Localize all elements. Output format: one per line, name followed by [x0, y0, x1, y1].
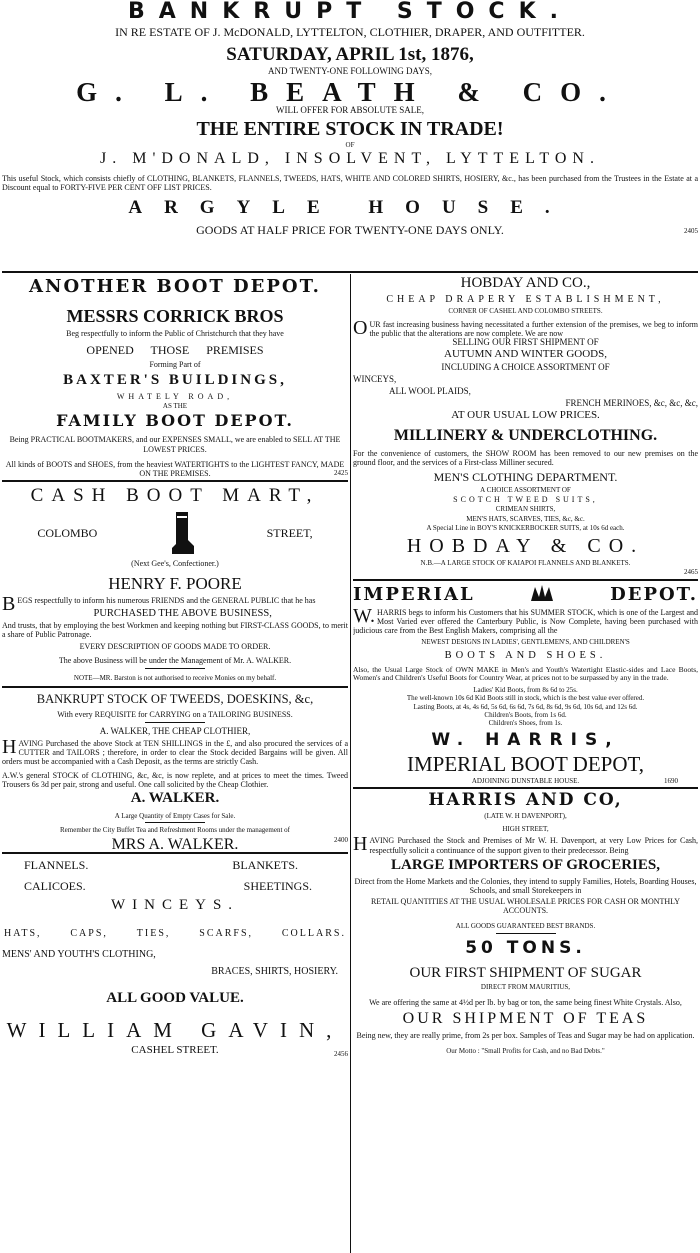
- top-divider: [2, 271, 698, 273]
- hobday-title: HOBDAY AND CO.,: [460, 275, 591, 291]
- divider-r1: [353, 579, 698, 581]
- divider-1: [2, 480, 348, 482]
- childrens-shoes: Children's Shoes, from 1s.: [488, 719, 563, 728]
- corrick-ad: [2, 278, 348, 477]
- cheap-clothier: A. WALKER, THE CHEAP CLOTHIER,: [99, 725, 251, 736]
- family-boot-depot: FAMILY BOOT DEPOT.: [56, 410, 294, 430]
- scarfs: SCARFS,: [199, 927, 254, 939]
- following-days: AND TWENTY-ONE FOLLOWING DAYS,: [268, 65, 432, 76]
- left-column: [2, 274, 348, 1253]
- w-harris: W. HARRIS,: [431, 729, 620, 750]
- high-street: HIGH STREET,: [502, 825, 549, 834]
- henry-poore: HENRY F. POORE: [108, 573, 242, 593]
- collars: COLLARS.: [281, 927, 346, 939]
- guaranteed: ALL GOODS GUARANTEED BEST BRANDS.: [455, 922, 596, 931]
- harris-summer: W.HARRIS begs to inform his Customers that his SUMMER STOCK, which is one of the Largest and Most Varied ever offered the Canterbury Public, is Now Complete, having been purchased with judicious care from the Best English Makers, comprising all the: [353, 604, 698, 636]
- imperial-number: 1690: [664, 776, 678, 785]
- street-word: STREET,: [266, 525, 313, 540]
- usual-low-prices: AT OUR USUAL LOW PRICES.: [451, 409, 600, 422]
- imperial-boot-depot: IMPERIAL BOOT DEPOT,: [406, 751, 645, 776]
- calicoes: CALICOES.: [24, 879, 86, 894]
- offering-same: We are offering the same at 4½d per lb. by bag or ton, the same being finest White Crystals. Also,: [369, 997, 682, 1007]
- crest-icon: [529, 585, 555, 603]
- being-new: Being new, they are really prime, from 2s per box. Samples of Teas and Sugar may be had on application.: [356, 1030, 695, 1040]
- sugar-shipment: OUR FIRST SHIPMENT OF SUGAR: [409, 964, 642, 981]
- choice-assortment: INCLUDING A CHOICE ASSORTMENT OF: [441, 361, 610, 372]
- empty-cases: A Large Quantity of Empty Cases for Sale.: [114, 811, 236, 820]
- mrs-walker: MRS A. WALKER.: [111, 836, 239, 854]
- right-column: [353, 274, 698, 1253]
- blankets: BLANKETS.: [232, 858, 298, 873]
- walker-management: The above Business will be under the Management of Mr. A. WALKER.: [58, 656, 292, 666]
- depot-word: DEPOT.: [610, 583, 698, 605]
- purchased-business: PURCHASED THE ABOVE BUSINESS,: [93, 607, 272, 619]
- knickerbocker: A Special Line in BOY'S KNICKERBOCKER SUITS, at 10s 6d each.: [426, 524, 625, 533]
- own-make: Also, the Usual Large Stock of OWN MAKE in Men's and Youth's Watertight Elastic-sides and Lace Boots, Women's and Children's Useful Boots for Country Wear, at prices not to be surpassed by any in the trade.: [353, 664, 698, 683]
- half-price-line: GOODS AT HALF PRICE FOR TWENTY-ONE DAYS ONLY.: [196, 223, 504, 238]
- lasting-boots: Lasting Boots, at 4s, 4s 6d, 5s 6d, 6s 6d, 7s 6d, 8s 6d, 9s 6d, 10s 6d, and 12s 6d.: [413, 702, 638, 711]
- baxters-buildings: BAXTER'S BUILDINGS,: [63, 372, 287, 389]
- show-room: For the convenience of customers, the SHOW ROOM has been removed to our new premises on the ground floor, and the services of a First-class Milliner secured.: [353, 448, 698, 467]
- entire-stock: THE ENTIRE STOCK IN TRADE!: [196, 117, 504, 140]
- scotch-tweed: SCOTCH TWEED SUITS,: [453, 495, 598, 505]
- opened-premises: OPENED THOSE PREMISES: [86, 343, 264, 358]
- firm-name: G. L. BEATH & CO.: [76, 77, 624, 108]
- direct-home: Direct from the Home Markets and the Colonies, they intend to supply Families, Hotels, Boarding Houses, Schools, and small Storekeepers in: [354, 876, 697, 895]
- corner-streets: CORNER OF CASHEL AND COLOMBO STREETS.: [448, 307, 603, 316]
- walker-ad: [2, 692, 348, 854]
- retail-quantities: RETAIL QUANTITIES AT THE USUAL WHOLESALE PRICES FOR CASH OR MONTHLY ACCOUNTS.: [370, 896, 681, 916]
- imperial-word: IMPERIAL: [353, 583, 475, 605]
- tea-shipment: OUR SHIPMENT OF TEAS: [402, 1009, 649, 1027]
- well-known: The well-known 10s 6d Kid Boots still in stock, which is the best value ever offered.: [406, 694, 645, 703]
- tweeds-doeskins: BANKRUPT STOCK OF TWEEDS, DOESKINS, &c,: [36, 692, 314, 707]
- walker-name: A. WALKER.: [130, 789, 220, 806]
- ad-number: 2405: [684, 226, 698, 235]
- boot-icon: [168, 510, 196, 556]
- corrick-beg: Beg respectfully to inform the Public of Christchurch that they have: [66, 328, 284, 338]
- hobday-name: HOBDAY & CO.: [406, 535, 645, 558]
- autumn-winter: AUTUMN AND WINTER GOODS,: [444, 348, 607, 361]
- poore-trusts: And trusts, that by employing the best Workmen and keeping nothing but FIRST-CLASS GOODS, to merit a share of Public Patronage.: [2, 620, 348, 639]
- bankrupt-stock-ad: [2, 0, 698, 238]
- motto: Our Motto : "Small Profits for Cash, and no Bad Debts.": [446, 1046, 605, 1055]
- every-description: EVERY DESCRIPTION OF GOODS MADE TO ORDER.: [79, 641, 271, 651]
- walker-general: A.W.'s general STOCK of CLOTHING, &c, &c, is now replete, and at prices to meet the times. Tweed Trousers 6s 3d per pair, strong and useful. One call solicited by the Cheap Clothier.: [2, 770, 348, 789]
- cashel-street: CASHEL STREET.: [131, 1043, 219, 1056]
- mens-hats: MEN'S HATS, SCARVES, TIES, &c, &c.: [466, 514, 585, 523]
- as-the: AS THE: [162, 402, 188, 411]
- divider-2: [2, 686, 348, 688]
- hobday-our: OUR fast increasing business having necessitated a further extension of the premises, we beg to inform the public that the alterations are now complete. We are now: [353, 316, 698, 339]
- cheap-drapery: CHEAP DRAPERY ESTABLISHMENT,: [386, 293, 665, 305]
- all-kinds: All kinds of BOOTS and SHOES, from the heaviest WATERTIGHTS to the LIGHTEST FANCY, MADE ON THE PREMISES.: [5, 459, 345, 478]
- cash-boot-mart: CASH BOOT MART,: [30, 485, 320, 507]
- large-importers: LARGE IMPORTERS OF GROCERIES,: [391, 856, 660, 873]
- harris-co-ad: [353, 789, 698, 1055]
- late-davenport: (LATE W. H DAVENPORT),: [484, 811, 567, 820]
- fifty-tons: 50 TONS.: [465, 937, 586, 958]
- corrick-number: 2425: [334, 469, 348, 478]
- ties: TIES,: [136, 927, 171, 939]
- of-word: OF: [345, 140, 355, 149]
- column-divider: [350, 274, 351, 1253]
- tailoring-business: With every REQUISITE for CARRYING on a TAILORING BUSINESS.: [57, 710, 293, 720]
- insolvent-line: J. M'DONALD, INSOLVENT, LYTTELTON.: [100, 150, 600, 168]
- harris-and-co: HARRIS AND CO,: [428, 789, 623, 810]
- choice-of: A CHOICE ASSORTMENT OF: [480, 485, 571, 494]
- estate-line: IN RE ESTATE OF J. McDONALD, LYTTELTON, CLOTHIER, DRAPER, AND OUTFITTER.: [115, 25, 585, 40]
- stock-description: This useful Stock, which consists chiefly of CLOTHING, BLANKETS, FLANNELS, TWEEDS, HATS, WHITE AND COLORED SHIRTS, HOSIERY, &c., has been purchased from the Trustees in the Estate at a Discount equal to FORTY-FIVE PER CENT OFF LIST PRICES.: [2, 173, 698, 193]
- millinery: MILLINERY & UNDERCLOTHING.: [393, 426, 658, 444]
- whately-road: WHATELY ROAD,: [116, 391, 234, 401]
- absolute-sale: WILL OFFER FOR ABSOLUTE SALE,: [276, 105, 424, 116]
- sheetings: SHEETINGS.: [243, 879, 312, 894]
- childrens-boots: Children's Boots, from 1s 6d.: [484, 711, 567, 720]
- mens-youths: MENS' AND YOUTH'S CLOTHING,: [2, 948, 156, 960]
- next-gees: (Next Gee's, Confectioner.): [131, 559, 219, 569]
- wool-plaids: ALL WOOL PLAIDS,: [389, 386, 471, 397]
- harris-having: HAVING Purchased the Stock and Premises of Mr W. H. Davenport, at very Low Prices for Cash, respectfully solicit a continuance of the support given to their predecessor. Being: [353, 833, 698, 856]
- winceys: WINCEYS.: [110, 897, 240, 914]
- corrick-name: MESSRS CORRICK BROS: [66, 305, 284, 326]
- argyle-house: ARGYLE HOUSE.: [128, 197, 572, 219]
- kaiapoi: N.B.—A LARGE STOCK OF KAIAPOI FLANNELS AND BLANKETS.: [420, 559, 631, 568]
- hobday-winceys: WINCEYS,: [353, 374, 397, 385]
- cash-boot-mart-ad: [2, 486, 348, 682]
- short-rule: [145, 668, 205, 669]
- short-rule-2: [145, 722, 205, 723]
- ladies-kid: Ladies' Kid Boots, from 8s 6d to 25s.: [473, 685, 578, 694]
- sale-date: SATURDAY, APRIL 1st, 1876,: [226, 43, 474, 65]
- walker-having: HAVING Purchased the above Stock at TEN SHILLINGS in the £, and also procured the services of a CUTTER and TAILORS ; therefore, in order to clear the Stock decided Bargains will be given. All orders must be accompanied with a Cash Deposit, as the terms are strictly Cash.: [2, 736, 348, 767]
- gavin-ad: [2, 858, 348, 1058]
- divider-r2: [353, 787, 698, 789]
- braces-shirts: BRACES, SHIRTS, HOSIERY.: [211, 965, 338, 977]
- crimean-shirts: CRIMEAN SHIRTS,: [495, 505, 556, 514]
- short-rule-r: [496, 933, 556, 934]
- practical-bootmakers: Being PRACTICAL BOOTMAKERS, and our EXPENSES SMALL, we are enabled to SELL AT THE LOWEST PRICES.: [9, 435, 341, 454]
- newest-designs: NEWEST DESIGNS IN LADIES', GENTLEMEN'S, AND CHILDREN'S: [421, 638, 630, 647]
- bankrupt-headline: BANKRUPT STOCK.: [128, 0, 572, 24]
- selling-shipment: SELLING OUR FIRST SHIPMENT OF: [452, 336, 599, 347]
- french-merinoes: FRENCH MERINOES, &c, &c, &c,: [565, 398, 698, 409]
- forming-part: Forming Part of: [149, 359, 201, 369]
- barston-note: NOTE—MR. Barston is not authorised to receive Monies on my behalf.: [73, 673, 277, 682]
- short-rule-3: [145, 822, 205, 823]
- walker-number: 2400: [334, 836, 348, 845]
- boots-shoes: BOOTS AND SHOES.: [444, 649, 607, 661]
- william-gavin: WILLIAM GAVIN,: [6, 1017, 344, 1042]
- another-boot-depot: ANOTHER BOOT DEPOT.: [29, 276, 321, 297]
- poore-begs: BEGS respectfully to inform his numerous FRIENDS and the GENERAL PUBLIC that he has: [2, 593, 316, 616]
- hobday-ad: [353, 276, 698, 576]
- hats: HATS,: [4, 927, 42, 939]
- all-good-value: ALL GOOD VALUE.: [106, 989, 244, 1006]
- flannels: FLANNELS.: [24, 858, 89, 873]
- mauritius: DIRECT FROM MAURITIUS,: [480, 983, 571, 992]
- colombo-word: COLOMBO: [37, 525, 98, 540]
- gavin-number: 2456: [334, 1050, 348, 1059]
- caps: CAPS,: [70, 927, 108, 939]
- mens-dept: MEN'S CLOTHING DEPARTMENT.: [433, 470, 618, 485]
- hobday-number: 2465: [684, 567, 698, 576]
- dunstable-house: ADJOINING DUNSTABLE HOUSE.: [471, 776, 580, 785]
- imperial-ad: [353, 584, 698, 785]
- city-buffet: Remember the City Buffet Tea and Refreshment Rooms under the management of: [60, 826, 290, 835]
